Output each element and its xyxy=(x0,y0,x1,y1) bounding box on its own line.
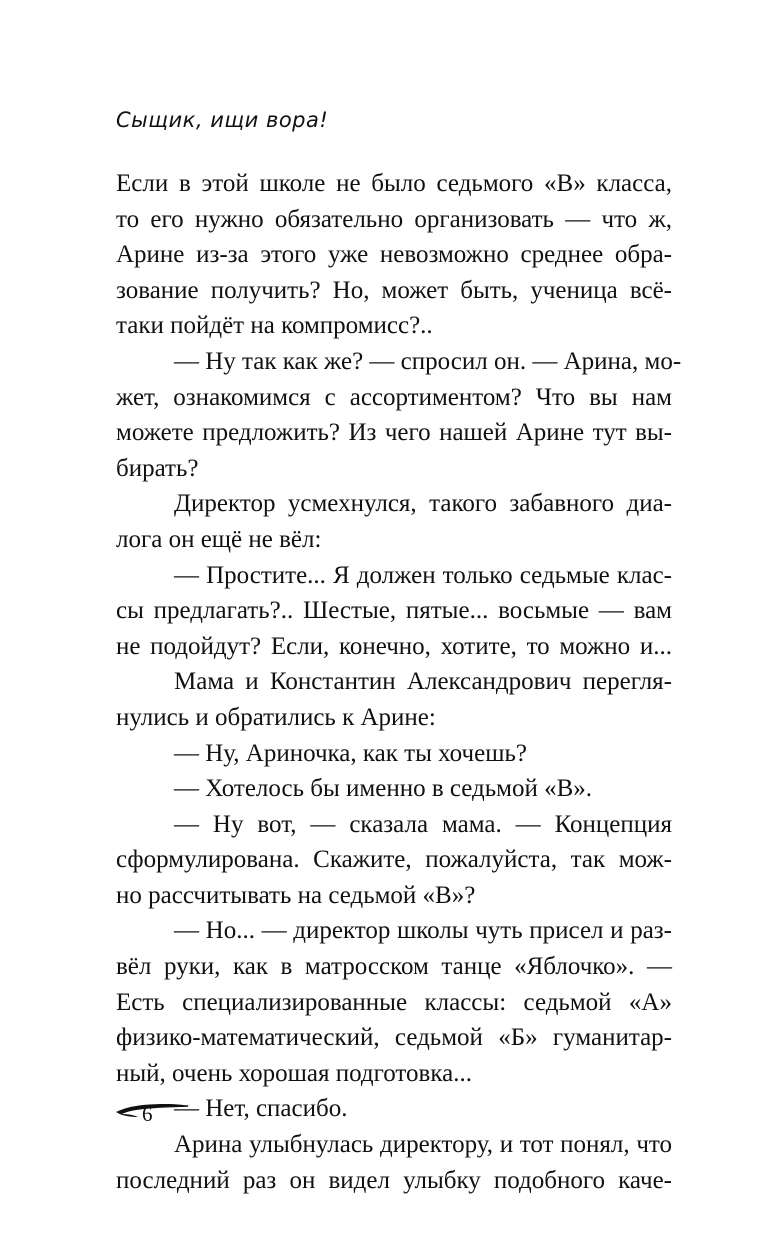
text-line: сформулирована. Скажите, пожалуйста, так мож- xyxy=(116,846,672,874)
text-line: нулись и обратились к Арине: xyxy=(116,703,436,731)
text-line: Мама и Константин Александрович перегля- xyxy=(174,668,672,696)
text-line: не подойдут? Если, конечно, хотите, то можно и... xyxy=(116,632,672,660)
text-line: то его нужно обязательно организовать — что ж, xyxy=(116,205,672,233)
text-line: лога он ещё не вёл: xyxy=(116,525,322,553)
text-line: — Ну вот, — сказала мама. — Концепция xyxy=(174,810,672,838)
text-line: — Простите... Я должен только седьмые клас- xyxy=(174,561,672,589)
body-text xyxy=(116,166,682,1198)
text-line: последний раз он видел улыбку подобного каче- xyxy=(116,1166,672,1194)
text-line: — Нет, спасибо. xyxy=(174,1095,348,1123)
running-header-title: Сыщик, ищи вора! xyxy=(116,108,329,132)
page-number-block xyxy=(114,1098,194,1132)
text-line: но рассчитывать на седьмой «В»? xyxy=(116,881,476,909)
text-line: Если в этой школе не было седьмого «В» класса, xyxy=(116,170,672,197)
brush-stroke-ornament xyxy=(114,1098,194,1132)
text-line: жет, ознакомимся с ассортиментом? Что вы нам xyxy=(116,383,672,411)
text-line: физико-математический, седьмой «Б» гуманитар- xyxy=(116,1024,672,1052)
text-line: Арине из-за этого уже невозможно среднее обра- xyxy=(116,241,672,269)
text-line: — Но... — директор школы чуть присел и раз- xyxy=(174,917,672,945)
text-line: бирать? xyxy=(116,454,199,482)
text-line: зование получить? Но, может быть, ученица всё- xyxy=(116,276,672,304)
text-line: — Хотелось бы именно в седьмой «В». xyxy=(174,775,593,803)
text-line: таки пойдёт на компромисс?.. xyxy=(116,312,433,340)
text-line: Директор усмехнулся, такого забавного диа- xyxy=(174,490,672,518)
text-line: вёл руки, как в матросском танце «Яблочко». — xyxy=(116,953,672,981)
text-line: Арина улыбнулась директору, и тот понял, что xyxy=(174,1131,672,1159)
page-number: 6 xyxy=(142,1102,153,1126)
text-line: можете предложить? Из чего нашей Арине тут вы- xyxy=(116,419,672,447)
text-line: ный, очень хорошая подготовка... xyxy=(116,1059,472,1087)
text-line: Есть специализированные классы: седьмой «А» xyxy=(116,988,672,1016)
text-line: сы предлагать?.. Шестые, пятые... восьмые — вам xyxy=(116,597,672,625)
text-line: — Ну, Ариночка, как ты хочешь? xyxy=(174,739,527,767)
text-line: — Ну так как же? — спросил он. — Арина, мо- xyxy=(174,347,682,375)
